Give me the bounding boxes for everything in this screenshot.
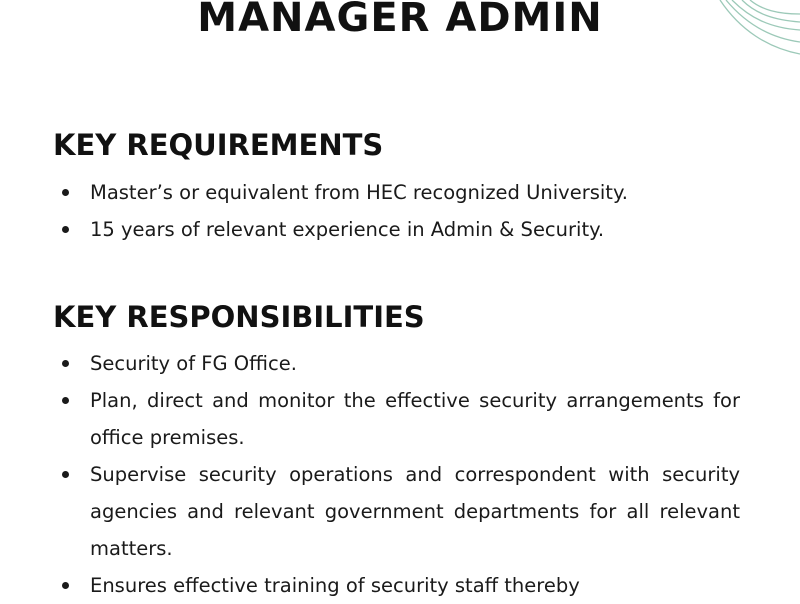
list-item [56,174,740,211]
list-item-text: 15 years of relevant experience in Admin & Security. [90,218,605,241]
bullet-dot-icon [62,582,69,589]
section-heading-key-responsibilities: KEY RESPONSIBILITIES [53,300,425,334]
list-item [56,456,740,567]
list-item [56,345,740,382]
page-title: MANAGER ADMIN [197,0,603,41]
list-item-text: Supervise security operations and correspondent with security agencies and relevant government departments for all relevant matters. [90,463,740,560]
list-item [56,211,740,248]
list-item-text: Security of FG Office. [90,352,297,375]
requirements-list [56,174,740,248]
bullet-dot-icon [62,226,69,233]
list-item-text: Ensures effective training of security staff thereby [90,574,580,597]
bullet-dot-icon [62,189,69,196]
list-item-text: Plan, direct and monitor the effective security arrangements for office premises. [90,389,740,449]
bullet-dot-icon [62,397,69,404]
responsibilities-list [56,345,740,604]
bullet-dot-icon [62,471,69,478]
decorative-lines-icon [690,0,800,60]
list-item [56,567,740,604]
list-item [56,382,740,456]
section-heading-key-requirements: KEY REQUIREMENTS [53,128,384,162]
bullet-dot-icon [62,360,69,367]
list-item-text: Master’s or equivalent from HEC recognized University. [90,181,628,204]
